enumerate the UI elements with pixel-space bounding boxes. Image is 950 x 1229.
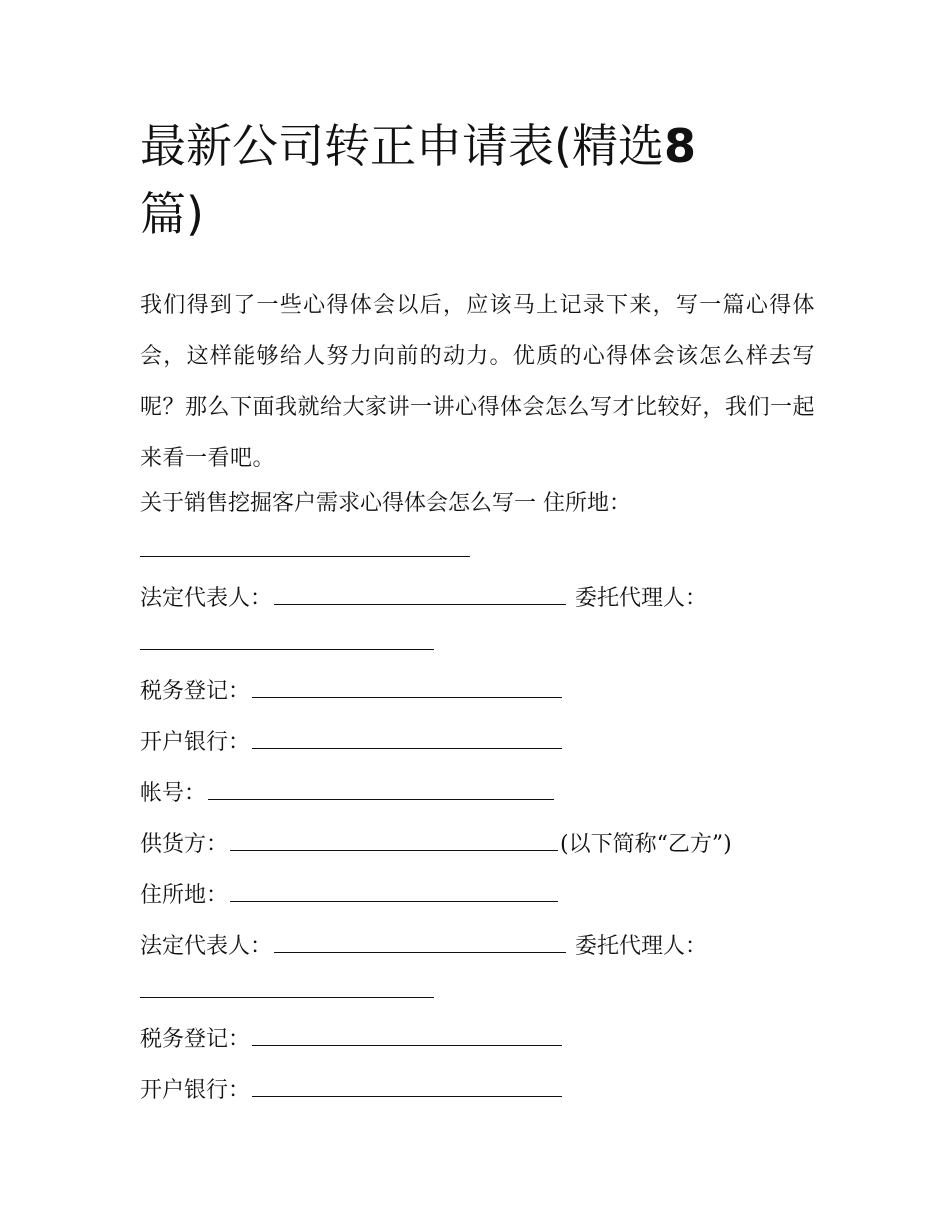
field-legal-rep-2	[140, 930, 707, 962]
field-label: 税务登记：	[140, 1027, 251, 1052]
field-address	[140, 879, 560, 911]
field-tax-2	[140, 1023, 564, 1055]
field-bank-2	[140, 1074, 564, 1106]
document-title	[140, 112, 780, 248]
fill-blank	[274, 930, 566, 953]
agent-blank	[140, 648, 434, 650]
field-account	[140, 777, 556, 809]
fill-blank	[274, 582, 566, 605]
intro-paragraph: 我们得到了一些心得体会以后，应该马上记录下来，写一篇心得体会，这样能够给人努力向前的动力。优质的心得体会该怎么样去写呢？那么下面我就给大家讲一讲心得体会怎么写才比较好，我们一起来看一看吧。	[140, 293, 816, 471]
supplier-suffix: (以下简称“乙方”)	[560, 832, 732, 857]
section-heading: 关于销售挖掘客户需求心得体会怎么写一 住所地：	[140, 491, 631, 516]
field-label: 供货方：	[140, 832, 229, 857]
fill-blank	[252, 1023, 562, 1046]
field-label: 委托代理人：	[575, 934, 708, 959]
field-label: 开户银行：	[140, 730, 251, 755]
field-legal-rep	[140, 582, 707, 614]
fill-blank	[230, 879, 558, 902]
field-label: 帐号：	[140, 781, 207, 806]
fill-blank	[252, 726, 562, 749]
field-label: 住所地：	[140, 883, 229, 908]
title-number: 8	[663, 119, 696, 173]
field-label: 法定代表人：	[140, 934, 273, 959]
field-supplier	[140, 828, 732, 860]
field-label: 法定代表人：	[140, 586, 273, 611]
field-bank	[140, 726, 564, 758]
field-label: 委托代理人：	[575, 586, 708, 611]
title-text: 最新公司转正申请表(精选	[140, 119, 664, 173]
field-label: 税务登记：	[140, 679, 251, 704]
field-label: 开户银行：	[140, 1078, 251, 1103]
field-tax	[140, 675, 564, 707]
title-text-continued: 篇)	[140, 187, 204, 241]
fill-blank	[252, 1074, 562, 1097]
agent-blank-2	[140, 996, 434, 998]
fill-blank	[208, 777, 554, 800]
fill-blank	[230, 828, 558, 851]
fill-blank	[252, 675, 562, 698]
address-blank	[140, 555, 470, 557]
